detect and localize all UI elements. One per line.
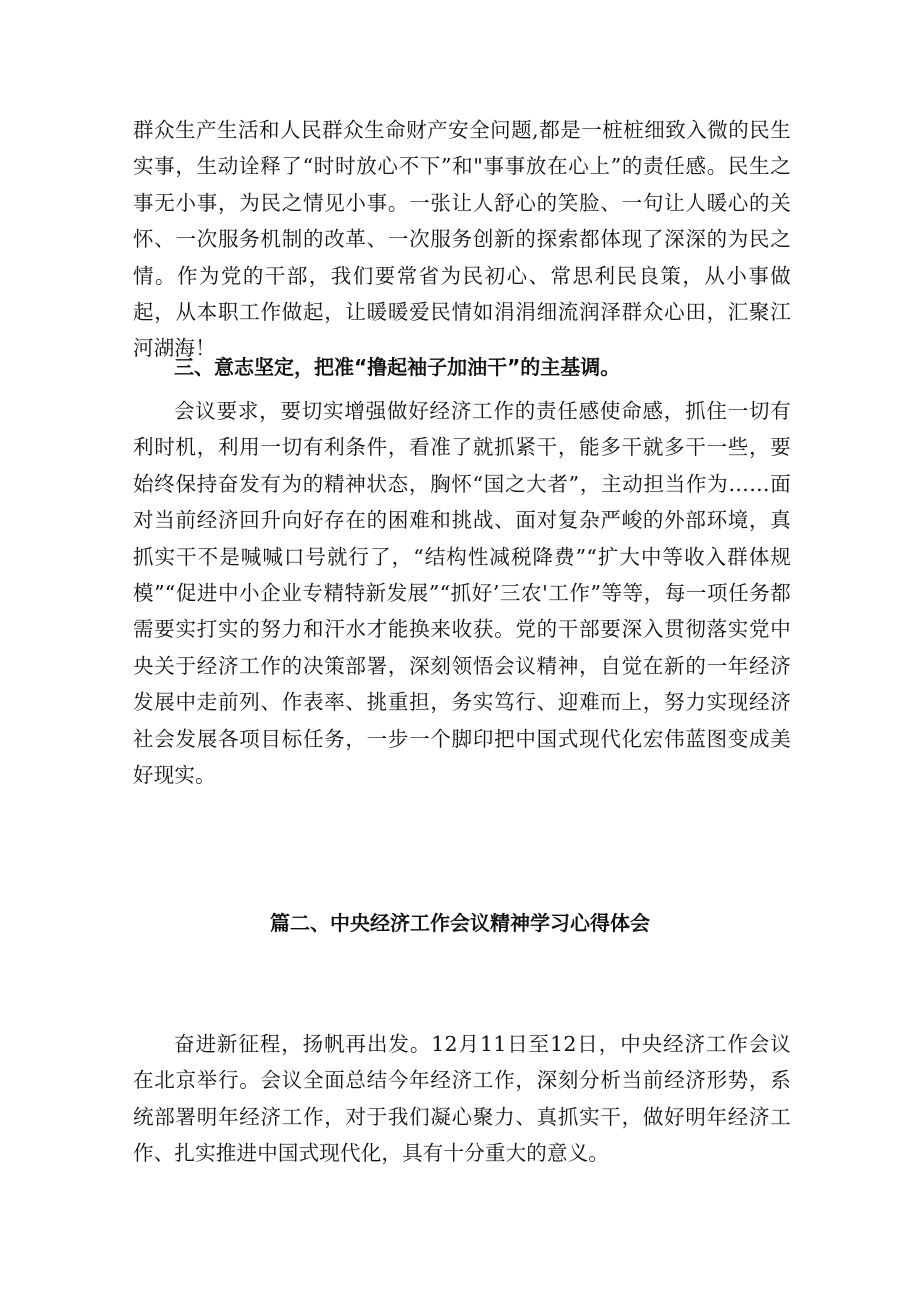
paragraph-1 [133,112,791,367]
paragraph-2 [133,393,791,793]
paragraph-1-text: 群众生产生活和人民群众生命财产安全问题,都是一桩桩细致入微的民生实事，生动诠释了“时时放心不下”和"事事放在心上”的责任感。民生之事无小事，为民之情见小事。一张让人舒心的笑脸、一句让人暖心的关怀、一次服务机制的改革、一次服务创新的探索都体现了深深的为民之情。作为党的干部，我们要常省为民初心、常思利民良策，从小事做起，从本职工作做起，让暖暖爱民情如涓涓细流润泽群众心田，汇聚江河湖海！ [133,118,791,361]
section-heading-3: 三、意志坚定，把准“撸起袖子加油干”的主基调。 [174,355,621,379]
paragraph-3-text: 奋进新征程，扬帆再出发。12月11日至12日，中央经济工作会议在北京举行。会议全面总结今年经济工作，深刻分析当前经济形势，系统部署明年经济工作，对于我们凝心聚力、真抓实干，做好明年经济工作、扎实推进中国式现代化，具有十分重大的意义。 [133,1032,791,1166]
paragraph-3 [133,1026,791,1172]
article-2-title: 篇二、中央经济工作会议精神学习心得体会 [270,911,650,935]
paragraph-2-text: 会议要求，要切实增强做好经济工作的责任感使命感，抓住一切有利时机，利用一切有利条件，看准了就抓紧干，能多干就多干一些，要始终保持奋发有为的精神状态，胸怀“国之大者”，主动担当作为……面对当前经济回升向好存在的困难和挑战、面对复杂严峻的外部环境，真抓实干不是喊喊口号就行了，“结构性减税降费”“扩大中等收入群体规模”“促进中小企业专精特新发展”“抓好’三农'工作”等等，每一项任务都需要实打实的努力和汗水才能换来收获。党的干部要深入贯彻落实党中央关于经济工作的决策部署，深刻领悟会议精神，自觉在新的一年经济发展中走前列、作表率、挑重担，务实笃行、迎难而上，努力实现经济社会发展各项目标任务，一步一个脚印把中国式现代化宏伟蓝图变成美好现实。 [133,399,791,788]
